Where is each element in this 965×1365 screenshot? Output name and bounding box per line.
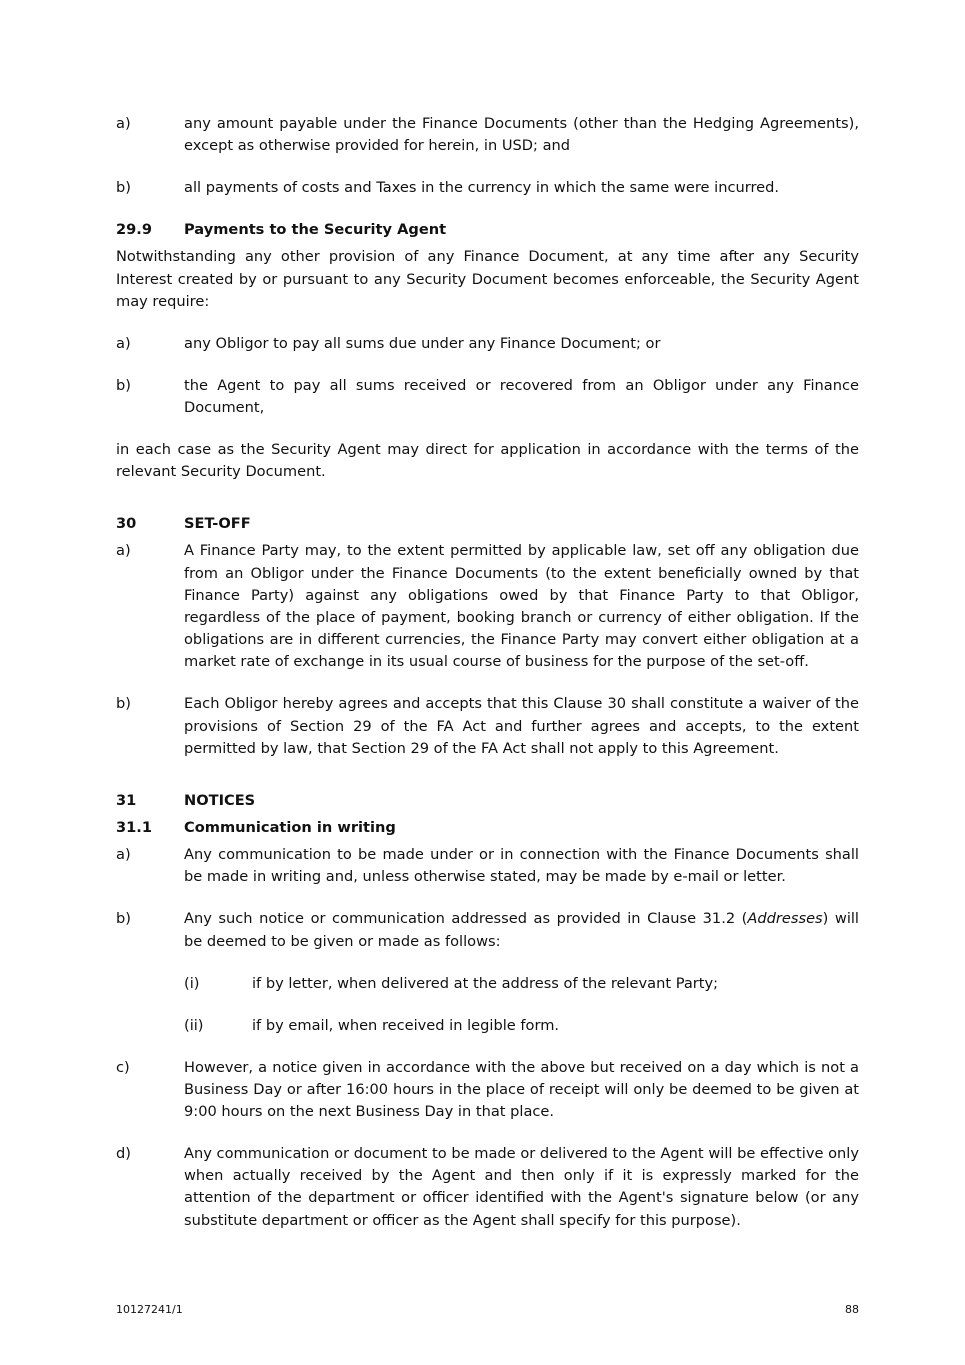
list-item-text: any Obligor to pay all sums due under any Finance Document; or [184, 334, 661, 352]
list-item-label: c) [116, 1058, 130, 1076]
list-item-text: Any communication or document to be made or delivered to the Agent will be effective only when actually received by the Agent and then only if it is expressly marked for the attention of the department or officer identified with the Agent's signature below (or any substitute department or officer as the Agent shall specify for this purpose). [184, 1145, 859, 1229]
sub-list-item [116, 1015, 859, 1037]
list-item-label: a) [116, 542, 131, 560]
clause-title: SET-OFF [184, 515, 251, 533]
list-item [116, 177, 859, 199]
page-number: 88 [845, 1303, 859, 1316]
page-footer [116, 1303, 859, 1317]
list-item [116, 693, 859, 760]
clause-number: 29.9 [116, 221, 153, 239]
list-item-label: a) [116, 846, 131, 864]
list-item [116, 1057, 859, 1124]
sub-list-item-label: (i) [184, 974, 200, 992]
list-item-text: A Finance Party may, to the extent permitted by applicable law, set off any obligation due from an Obligor under the Finance Documents (to the extent beneficially owned by that Finance Party) against any obligations owed by that Finance Party to that Obligor, regardless of the place of payment, booking branch or currency of either obligation. If the obligations are in different currencies, the Finance Party may convert either obligation at a market rate of exchange in its usual course of business for the purpose of the set-off. [184, 542, 859, 671]
list-item-text: Any communication to be made under or in connection with the Finance Documents shall be made in writing and, unless otherwise stated, may be made by e-mail or letter. [184, 846, 859, 886]
document-reference: 10127241/1 [116, 1303, 183, 1316]
clause-heading-29-9 [116, 219, 859, 241]
clause-intro: Notwithstanding any other provision of any Finance Document, at any time after any Security Interest created by or pursuant to any Security Document becomes enforceable, the Security Agent may require: [116, 248, 859, 310]
clause-number: 30 [116, 515, 137, 533]
clause-title: Communication in writing [184, 819, 396, 837]
clause-title: NOTICES [184, 791, 256, 809]
clause-heading-30 [116, 513, 859, 535]
list-item [116, 113, 859, 157]
list-item [116, 908, 859, 952]
list-item-text: all payments of costs and Taxes in the currency in which the same were incurred. [184, 179, 780, 197]
addresses-italic: Addresses [747, 910, 823, 928]
list-item-label: d) [116, 1145, 131, 1163]
clause-number: 31.1 [116, 819, 153, 837]
clause-title: Payments to the Security Agent [184, 221, 447, 239]
list-item-label: b) [116, 376, 131, 394]
list-item-label: a) [116, 115, 131, 132]
clause-heading-31-1 [116, 817, 859, 839]
list-item-text: However, a notice given in accordance with the above but received on a day which is not a Business Day or after 16:00 hours in the place of receipt will only be deemed to be given at 9:00 hours on the next Business Day in that place. [184, 1058, 859, 1121]
list-item [116, 375, 859, 419]
clause-heading-31 [116, 790, 859, 812]
list-item-label: b) [116, 179, 131, 197]
list-item-text: Each Obligor hereby agrees and accepts that this Clause 30 shall constitute a waiver of the provisions of Section 29 of the FA Act and further agrees and accepts, to the extent permitted by law, that Section 29 of the FA Act shall not apply to this Agreement. [184, 695, 859, 757]
list-item [116, 333, 859, 355]
list-item [116, 844, 859, 888]
list-item-text: the Agent to pay all sums received or recovered from an Obligor under any Finance Document, [184, 376, 859, 417]
list-item-label: b) [116, 695, 131, 713]
sub-list-item-label: (ii) [184, 1016, 204, 1034]
text-before: Any such notice or communication addressed as provided in Clause 31.2 ( [184, 910, 748, 928]
list-item-label: a) [116, 334, 131, 352]
list-item-text [184, 908, 859, 952]
text-after: ) will be deemed to be given or made as follows: [184, 910, 859, 950]
clause-number: 31 [116, 791, 137, 809]
clause-closing: in each case as the Security Agent may direct for application in accordance with the terms of the relevant Security Document. [116, 441, 859, 481]
list-item-label: b) [116, 910, 131, 928]
sub-list-item-text: if by letter, when delivered at the address of the relevant Party; [252, 974, 719, 992]
list-item [116, 540, 859, 673]
document-page [116, 113, 859, 1232]
list-item-text: any amount payable under the Finance Documents (other than the Hedging Agreements), except as otherwise provided for herein, in USD; and [184, 115, 859, 155]
sub-list-item [116, 973, 859, 995]
sub-list-item-text: if by email, when received in legible form. [252, 1016, 560, 1034]
list-item [116, 1143, 859, 1232]
